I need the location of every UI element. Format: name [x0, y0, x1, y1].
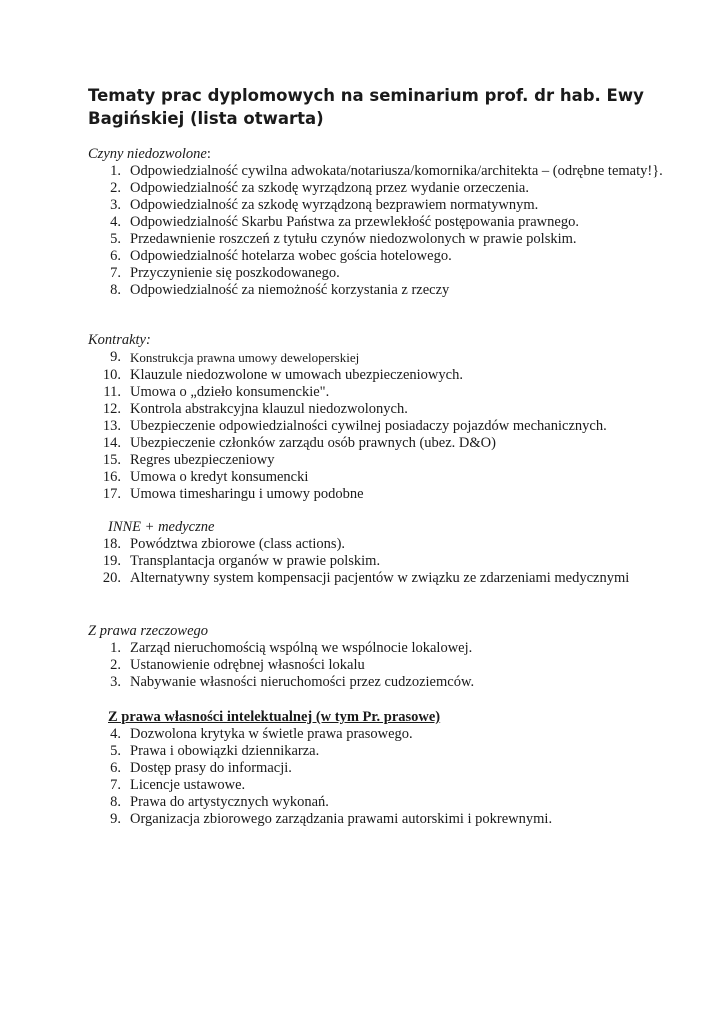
section-heading: Kontrakty: [88, 332, 151, 348]
topic-list [88, 726, 688, 828]
list-item: 16. Umowa o kredyt konsumencki [102, 469, 309, 485]
list-item: 20. Alternatywny system kompensacji pacjentów w związku ze zdarzeniami medycznymi [102, 570, 630, 586]
list-item: 6. Dostęp prasy do informacji. [110, 760, 292, 776]
section-inne-medyczne [88, 519, 688, 587]
list-item: 3. Nabywanie własności nieruchomości przez cudzoziemców. [110, 674, 475, 690]
list-item: 11. Umowa o „dzieło konsumenckie". [103, 384, 330, 400]
list-item: 15. Regres ubezpieczeniowy [102, 452, 275, 468]
topic-list [88, 349, 688, 503]
list-item: 1. Odpowiedzialność cywilna adwokata/notariusza/komornika/architekta – (odrębne tematy!}. [110, 163, 663, 179]
topic-list [88, 536, 688, 587]
list-item: 17. Umowa timesharingu i umowy podobne [102, 486, 364, 502]
list-item: 18. Powództwa zbiorowe (class actions). [102, 536, 346, 552]
section-wlasnosc-intelektualna [88, 709, 688, 828]
section-heading: Czyny niedozwolone: [88, 146, 211, 162]
list-item: 1. Zarząd nieruchomością wspólną we wspólnocie lokalowej. [110, 640, 473, 656]
list-item: 8. Odpowiedzialność za niemożność korzystania z rzeczy [110, 282, 450, 298]
list-item: 9. Konstrukcja prawna umowy deweloperskiej [110, 349, 360, 365]
topic-list [88, 163, 688, 299]
list-item: 10. Klauzule niedozwolone w umowach ubezpieczeniowych. [102, 367, 463, 383]
list-item: 4. Dozwolona krytyka w świetle prawa prasowego. [110, 726, 413, 742]
section-heading: Z prawa rzeczowego [88, 623, 209, 639]
list-item: 14. Ubezpieczenie członków zarządu osób prawnych (ubez. D&O) [102, 435, 496, 451]
list-item: 4. Odpowiedzialność Skarbu Państwa za przewlekłość postępowania prawnego. [110, 214, 579, 230]
list-item: 7. Licencje ustawowe. [110, 777, 246, 793]
topic-list [88, 640, 688, 691]
list-item: 6. Odpowiedzialność hotelarza wobec gościa hotelowego. [110, 248, 452, 264]
section-kontrakty [88, 332, 688, 503]
list-item: 2. Ustanowienie odrębnej własności lokalu [110, 657, 365, 673]
section-czyny-niedozwolone [88, 146, 688, 299]
document-title: Tematy prac dyplomowych na seminarium prof. dr hab. Ewy Bagińskiej (lista otwarta) [88, 86, 644, 128]
list-item: 3. Odpowiedzialność za szkodę wyrządzoną bezprawiem normatywnym. [110, 197, 539, 213]
list-item: 2. Odpowiedzialność za szkodę wyrządzoną przez wydanie orzeczenia. [110, 180, 529, 196]
list-item: 9. Organizacja zbiorowego zarządzania prawami autorskimi i pokrewnymi. [110, 811, 553, 827]
list-item: 8. Prawa do artystycznych wykonań. [110, 794, 329, 810]
list-item: 5. Przedawnienie roszczeń z tytułu czynów niedozwolonych w prawie polskim. [110, 231, 577, 247]
list-item: 12. Kontrola abstrakcyjna klauzul niedozwolonych. [102, 401, 408, 417]
section-heading: Z prawa własności intelektualnej (w tym Pr. prasowe) [108, 709, 441, 725]
list-item: 13. Ubezpieczenie odpowiedzialności cywilnej posiadaczy pojazdów mechanicznych. [102, 418, 607, 434]
list-item: 19. Transplantacja organów w prawie polskim. [102, 553, 381, 569]
list-item: 7. Przyczynienie się poszkodowanego. [110, 265, 340, 281]
list-item: 5. Prawa i obowiązki dziennikarza. [110, 743, 320, 759]
section-prawo-rzeczowe [88, 623, 688, 691]
section-heading: INNE + medyczne [108, 519, 215, 535]
